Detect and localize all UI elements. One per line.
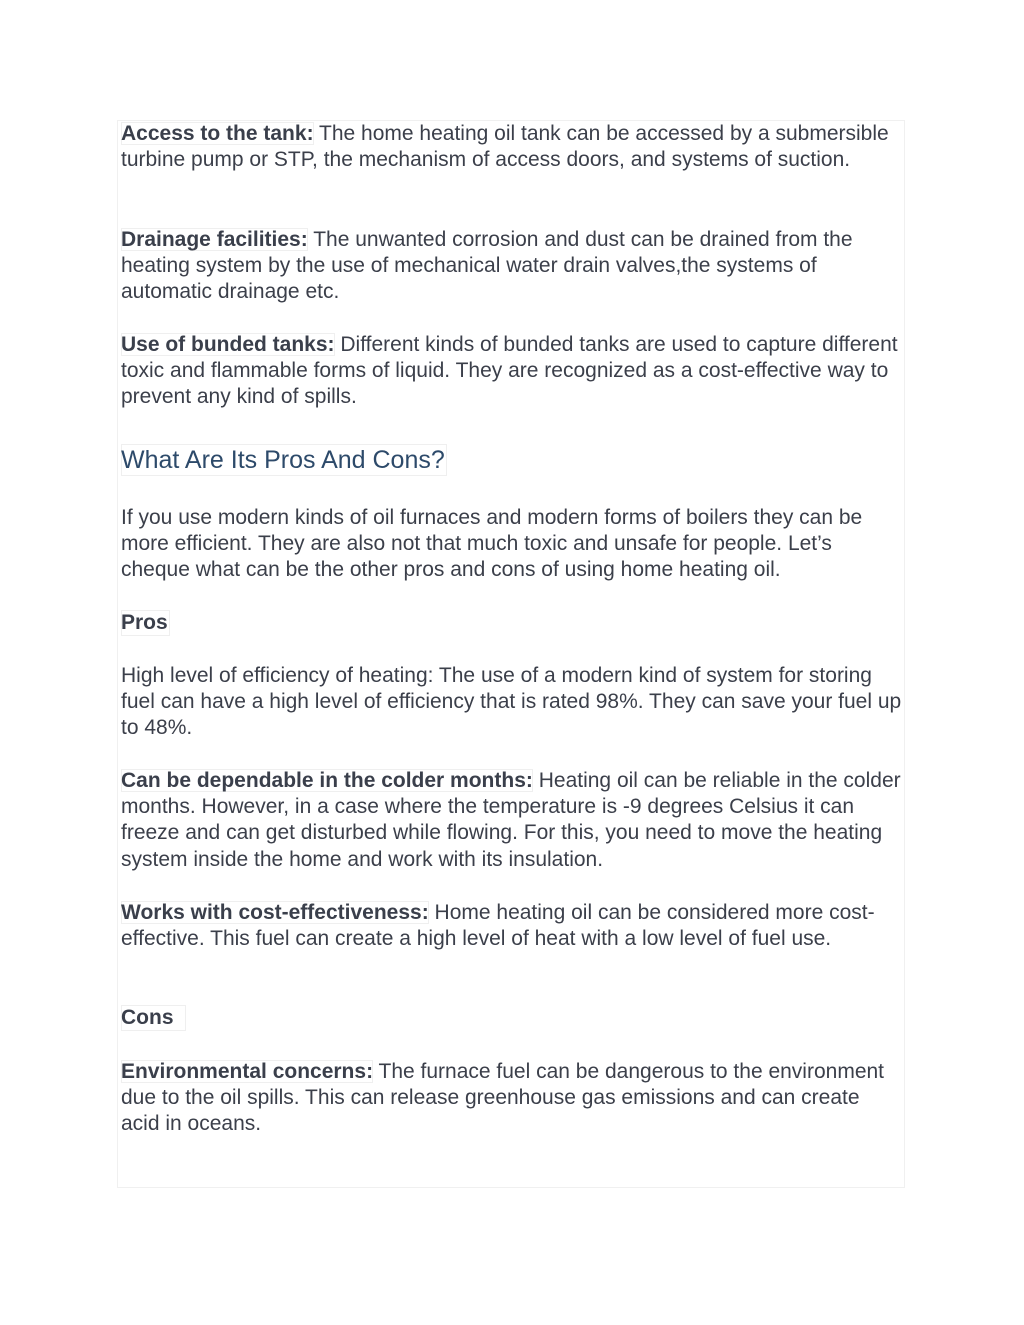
label-access-to-tank: Access to the tank: [121,122,314,145]
text-environmental-concerns: The furnace fuel can be dangerous to the environment due to the oil spills. This can release greenhouse gas emissions and can create acid in oceans. [121,1060,885,1136]
cons-heading: Cons [121,1005,186,1031]
label-cost-effectiveness: Works with cost-effectiveness: [121,901,429,924]
text-drainage-facilities: The unwanted corrosion and dust can be drained from the heating system by the use of mechanical water drain valves,the systems of automatic drainage etc. [121,228,853,304]
text-access-to-tank: The home heating oil tank can be accessed by a submersible turbine pump or STP, the mechanism of access doors, and systems of suction. [121,122,889,172]
text-bunded-tanks: Different kinds of bunded tanks are used to capture different toxic and flammable forms of liquid. They are recognized as a cost-effective way to prevent any kind of spills. [121,333,898,409]
paragraph-drainage-facilities [121,227,903,306]
label-environmental-concerns: Environmental concerns: [121,1060,374,1083]
paragraph-efficiency: High level of efficiency of heating: The use of a modern kind of system for storing fuel can have a high level of efficiency that is rated 98%. They can save your fuel up to 48%. [121,664,902,740]
paragraph-environmental-concerns [121,1059,903,1138]
paragraph-cost-effectiveness [121,900,903,952]
label-colder-months: Can be dependable in the colder months: [121,769,533,792]
text-cost-effectiveness: Home heating oil can be considered more cost-effective. This fuel can create a high level of heat with a low level of fuel use. [121,901,875,951]
pros-heading: Pros [121,611,168,634]
text-colder-months: Heating oil can be reliable in the colder months. However, in a case where the temperature is -9 degrees Celsius it can freeze and can get disturbed while flowing. For this, you need to move the heating system inside the home and work with its insulation. [121,769,901,871]
paragraph-access-to-tank [121,121,903,173]
paragraph-bunded-tanks [121,332,903,411]
section-intro: If you use modern kinds of oil furnaces and modern forms of boilers they can be more efficient. They are also not that much toxic and unsafe for people. Let’s cheque what can be the other pros and cons of using home heating oil. [121,506,863,582]
paragraph-colder-months [121,768,903,873]
section-heading: What Are Its Pros And Cons? [121,446,445,474]
label-bunded-tanks: Use of bunded tanks: [121,333,335,356]
label-drainage-facilities: Drainage facilities: [121,228,308,251]
